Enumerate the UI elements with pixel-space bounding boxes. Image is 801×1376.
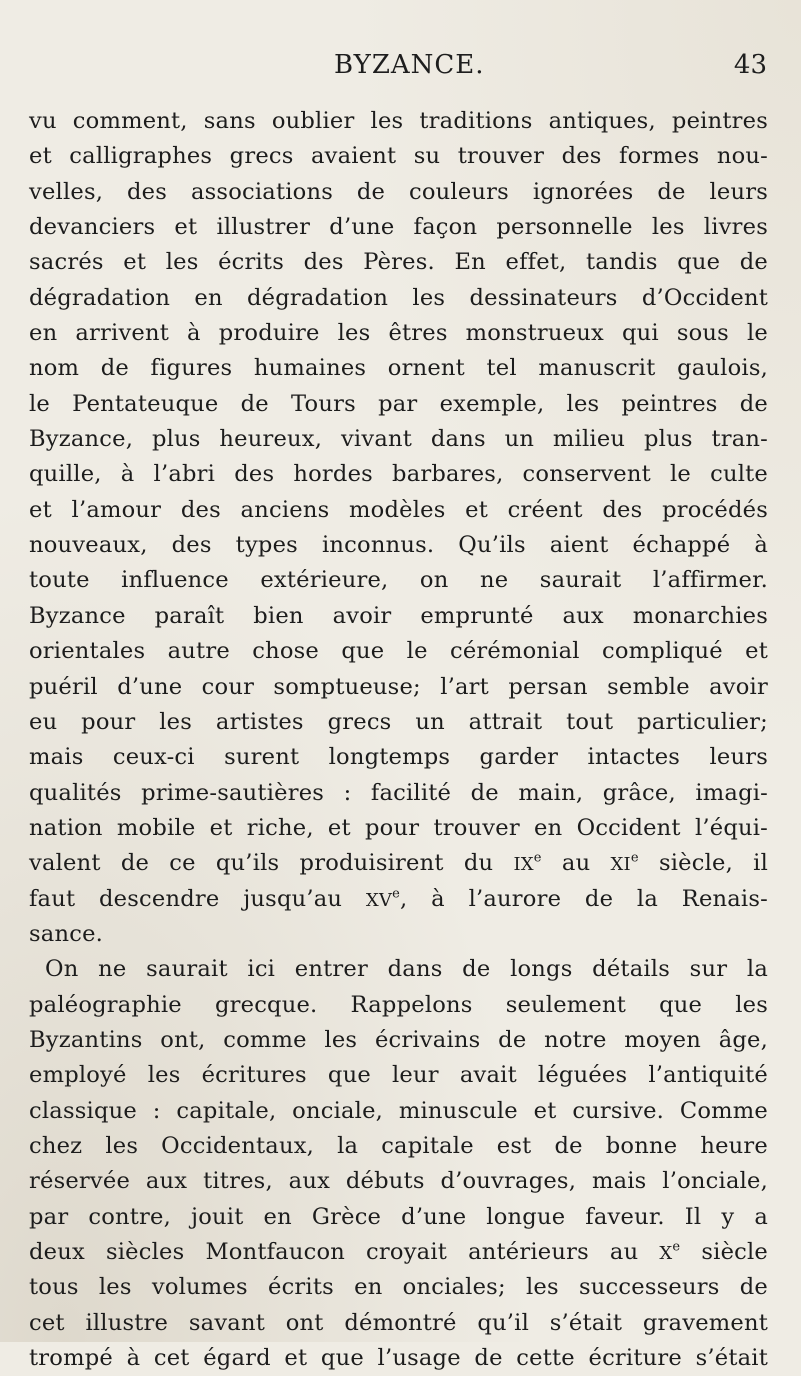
text-line: vu comment, sans oublier les traditions antiques, peintres — [29, 108, 768, 134]
text-line: dégradation en dégradation les dessinateurs d’Occident — [29, 284, 768, 311]
text-line: réservée aux titres, aux débuts d’ouvrages, mais l’onciale, — [29, 1168, 768, 1195]
text-segment: faut descendre jusqu’au — [29, 885, 366, 912]
text-line: On ne saurait ici entrer dans de longs détails sur la — [45, 956, 768, 983]
roman-century: XV — [365, 889, 393, 911]
text-line: qualités prime-sautières : facilité de main, grâce, imagi- — [29, 779, 768, 806]
text-line: trompé à cet égard et que l’usage de cette écriture s’était — [29, 1345, 768, 1372]
text-line: cet illustre savant ont démontré qu’il s’était gravement — [29, 1309, 768, 1336]
text-line: toute influence extérieure, on ne saurait l’affirmer. — [29, 567, 768, 594]
superscript: e — [630, 850, 639, 866]
paragraph-2 — [29, 952, 768, 1376]
text-line: employé les écritures que leur avait léguées l’antiquité — [29, 1062, 768, 1089]
text-segment: valent de ce qu’ils produisirent du — [29, 850, 514, 877]
page-number: 43 — [733, 50, 767, 80]
paragraph-1 — [29, 104, 768, 952]
text-line: tous les volumes écrits en onciales; les successeurs de — [29, 1274, 768, 1301]
text-line: par contre, jouit en Grèce d’une longue faveur. Il y a — [29, 1203, 768, 1230]
text-line: mais ceux-ci surent longtemps garder intactes leurs — [29, 744, 768, 771]
text-line: nouveaux, des types inconnus. Qu’ils aient échappé à — [29, 532, 768, 559]
text-line: quille, à l’abri des hordes barbares, conservent le culte — [29, 461, 768, 488]
text-line: nom de figures humaines ornent tel manuscrit gaulois, — [29, 355, 768, 382]
roman-century: X — [659, 1243, 673, 1264]
text-line: Byzance, plus heureux, vivant dans un milieu plus tran- — [29, 426, 768, 453]
text-segment: , à l’aurore de la Renais- — [400, 885, 768, 912]
text-line: sacrés et les écrits des Pères. En effet, tandis que de — [29, 249, 768, 276]
text-line: et l’amour des anciens modèles et créent des procédés — [29, 496, 768, 523]
text-line: classique : capitale, onciale, minuscule et cursive. Comme — [29, 1097, 768, 1124]
roman-century: XI — [610, 854, 631, 876]
text-line: nation mobile et riche, et pour trouver en Occident l’équi- — [29, 814, 768, 841]
text-line: sance. — [29, 920, 104, 947]
running-title: BYZANCE. — [334, 50, 485, 80]
text-segment: au — [541, 850, 611, 877]
text-line-centuries — [29, 846, 768, 881]
superscript: e — [392, 886, 401, 902]
text-line: devanciers et illustrer d’une façon personnelle les livres — [29, 214, 768, 241]
text-line: eu pour les artistes grecs un attrait tout particulier; — [29, 708, 768, 735]
running-head — [0, 50, 801, 90]
text-line: Byzance paraît bien avoir emprunté aux monarchies — [29, 602, 768, 629]
roman-century: IX — [513, 854, 534, 876]
text-line: le Pentateuque de Tours par exemple, les peintres de — [29, 390, 768, 417]
text-segment: siècle, il — [638, 850, 769, 877]
text-line: orientales autre chose que le cérémonial compliqué et — [29, 638, 768, 665]
text-segment: siècle — [680, 1239, 768, 1265]
text-segment: deux siècles Montfaucon croyait antérieurs au — [29, 1239, 660, 1265]
body-text — [29, 104, 768, 1376]
text-line: chez les Occidentaux, la capitale est de bonne heure — [29, 1132, 768, 1159]
text-line: et calligraphes grecs avaient su trouver des formes nou- — [29, 143, 768, 170]
text-line: velles, des associations de couleurs ignorées de leurs — [29, 178, 768, 205]
text-line: Byzantins ont, comme les écrivains de notre moyen âge, — [29, 1026, 768, 1053]
text-line: paléographie grecque. Rappelons seulement que les — [29, 991, 768, 1018]
superscript: e — [672, 1239, 681, 1255]
superscript: e — [533, 850, 542, 866]
text-line: puéril d’une cour somptueuse; l’art persan semble avoir — [29, 673, 768, 700]
text-line-xv — [29, 882, 768, 917]
text-line: en arrivent à produire les êtres monstrueux qui sous le — [29, 320, 768, 347]
text-line-x — [29, 1235, 768, 1270]
